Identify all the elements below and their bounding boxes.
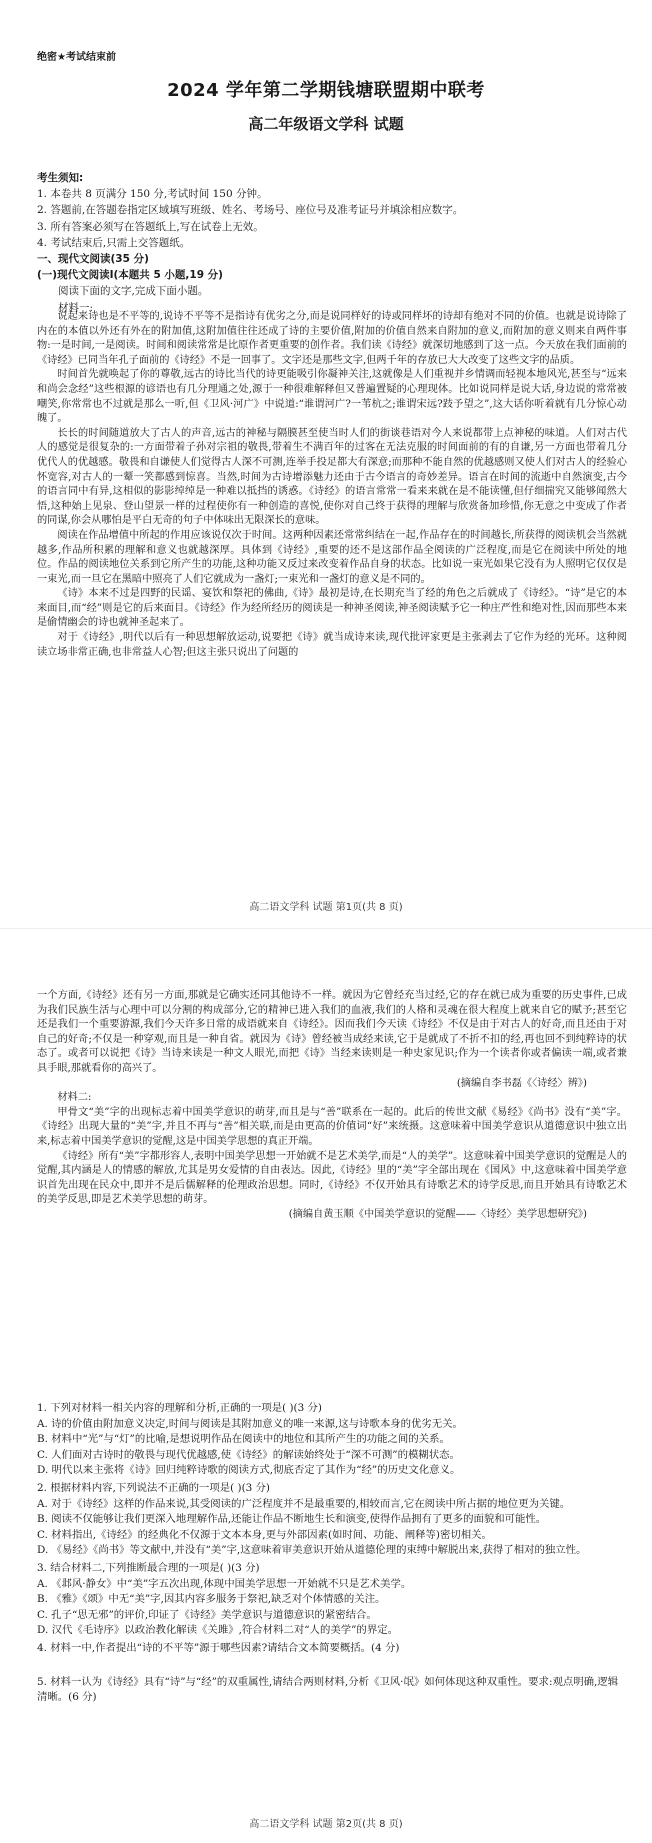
page-footer: 高二语文学科 试题 第2页(共 8 页) [249,1819,403,1830]
material-one-continued [37,989,627,1223]
exam-title: 2024 学年第二学期钱塘联盟期中联考 [167,80,485,101]
notes-heading: 考生须知: [37,172,84,184]
question-option: B. 材料中“光”与“灯”的比喻,是想说明作品在阅读中的地位和其所产生的功能之间的关系。 [37,1433,450,1446]
citation: (摘编自李书磊《〈诗经〉辨》) [456,1077,587,1089]
section-heading: 一、现代文阅读(35 分) [37,253,149,266]
question-option: A. 对于《诗经》这样的作品来说,其受阅读的广泛程度并不是最重要的,相较而言,它在阅读中所占据的地位更为关键。 [37,1497,571,1510]
question-option: D. 汉代《毛诗序》以政治教化解读《关雎》,符合材料二对“人的美学”的界定。 [37,1624,398,1637]
page-footer: 高二语文学科 试题 第1页(共 8 页) [249,902,403,913]
question-option: B. 《雅》《颂》中无“美”字,因其内容多服务于祭祀,缺乏对个体情感的关注。 [37,1593,386,1606]
reading-instruction: 阅读下面的文字,完成下面小题。 [58,285,209,298]
question-option: C. 材料指出,《诗经》的经典化不仅源于文本本身,更与外部因素(如时间、功能、阐释等)密切相关。 [37,1528,492,1541]
material-label: 材料二: [57,1092,92,1104]
paragraph: 《诗》本来不过是四野的民谣、宴饮和祭祀的佛曲,《诗》最初是诗,在长期充当了经的角色之后就成了《诗经》。“诗”是它的本来面目,而“经”则是它的后来面目。《诗经》作为经所经历的阅读是一种神圣阅读,神圣阅读赋予它一种庄严性和绝对性,因而那些本来是偷情幽会的诗也就神圣起来了。 [37,588,627,629]
note-item: 2. 答题前,在答题卷指定区域填写班级、姓名、考场号、座位号及准考证号并填涂相应数字。 [37,204,464,217]
question-option: A. 《邶风·静女》中“美”字五次出现,体现中国美学思想一开始就不只是艺术美学。 [37,1577,412,1590]
note-item: 4. 考试结束后,只需上交答题纸。 [37,236,191,249]
question-stem: 1. 下列对材料一相关内容的理解和分析,正确的一项是( )(3 分) [37,1402,322,1414]
paragraph: 时间首先就唤起了你的尊敬,远古的诗比当代的诗更能吸引你凝神关注,这就像是人们重视并乡情调而轻视本地风光,甚至与“远来和尚会念经”这些根源的谚语也有几分理通之处,源于一种很难解释但又普遍置疑的心理现体。比如说同样是说大话,身边说的常常被嘲笑,你常常也不过就是那么一听,但《卫风·河广》中说道:“谁谓河广?一苇杭之;谁谓宋远?跂予望之”,这大话你听着就有几分惊心动魄了。 [37,369,627,425]
paragraph: 阅读在作品增值中所起的作用应该说仅次于时间。这两种因素还常常纠结在一起,作品存在的时间越长,所获得的阅读机会当然就越多,作品所积累的理解和意义也就越深厚。具体到《诗经》,重要的还不是这部作品全阅读的广泛程度,而是它在阅读中所处的地位。作品的阅读地位关系到它所产生的功能,这种功能又反过来改变着作品自身的状态。比如说一束光如果它没有为人照明它仅仅是一束光,而一旦它在黑暗中照亮了人们它就成为一盏灯;一束光和一盏灯的意义是不同的。 [37,529,627,585]
paragraph: 《诗经》所有“美”字都形容人,表明中国美学思想一开始就不是艺术美学,而是“人的美学”。这意味着中国美学意识的觉醒是人的觉醒,其内涵是人的情感的解放,尤其是男女爱情的自由表达。因此,《诗经》里的“美”字全部出现在《国风》中,这意味着中国美学意识首先出现在民众中,即并不是后儒解释的伦理政治思想。同时,《诗经》不仅开始具有诗歌艺术的诗学反思,而且开始具有诗歌艺术的美学反思,即是艺术美学思想的萌芽。 [37,1150,627,1206]
question-option: D. 《易经》《尚书》等文献中,并没有“美”字,这意味着审美意识开始从道德伦理的束缚中解脱出来,获得了相对的独立性。 [37,1544,587,1557]
question-stem: 3. 结合材料二,下列推断最合理的一项是( )(3 分) [37,1561,260,1574]
question-option: A. 诗的价值由附加意义决定,时间与阅读是其附加意义的唯一来源,这与诗歌本身的优劣无关。 [37,1417,463,1430]
paragraph: 长长的时间随道放大了古人的声音,远古的神秘与隔膜甚至使当时人们的街谈巷语对今人来说都带上点神秘的味道。人们对古代人的感觉是很复杂的:一方面带着子孙对宗祖的敬畏,带着生不满百年的过客在无法克服的时间面前的有的自谦,另一方面也带着几分优代人的优越感。敬畏和自谦使人们觉得古人深不可测,连举手投足都大有深意;而那种不能自然的优越感则又使人们对古人的经验心怀宽容,对古人的一颦一笑都感到惊喜。当然,时间为古诗增添魅力还由于古今语言的奇妙差异。语言在时间的流逝中自然演变,古今的语言同中有异,这相似的影影绰绰是一种难以抵挡的诱惑。《诗经》的语言常常一看来来就在是不能读懂,但仔细揣究又能够闻然大悟,这种始上见泉、登山望景一样的过程使你有一种创造的喜悦,使你对自己终于获得的理解与欣赏备加珍惜,你无意之中变成了作者的同谋,你会从哪怕是平白无奇的句子中体味出无限深长的意味。 [37,427,627,527]
question-stem: 5. 材料一认为《诗经》具有“诗”与“经”的双重属性,请结合两则材料,分析《卫风·氓》如何体现这种双重性。要求:观点明确,逻辑清晰。(6 分) [37,1675,619,1704]
citation: (摘编自黄玉顺《中国美学意识的觉醒——〈诗经〉美学思想研究》) [288,1208,587,1220]
material-one-text [37,310,627,660]
exam-subtitle: 高二年级语文学科 试题 [248,115,404,133]
subsection-heading: (一)现代文阅读Ⅰ(本题共 5 小题,19 分) [37,269,223,282]
paragraph: 一个方面,《诗经》还有另一方面,那就是它确实还同其他诗不一样。就因为它曾经充当过经,它的存在就已成为重要的历史事件,已成为我们民族生活与心理中可以分割的构成部分,它的精神已进入我们的血液,我们的人格和灵魂在很大程度上就来自它的赋予;甚至它还是我们一个重要游源,我们今天许多日常的成语就来自《诗经》。因而我们今天读《诗经》不仅是由于对古人的好奇,而且还由于对自己的好奇;不仅是一种穿观,而且是一种自省。就因为《诗》曾经被当成经来读,它于是就成了不折不扣的经,再也回不到纯粹诗的状态了。或者可以说把《诗》当诗来读是一种文人眼光,而把《诗》当经来读则是一种史家见识;作为一个读者你或者偏读一端,或者兼具手眼,那就看你的高兴了。 [37,990,627,1074]
note-item: 1. 本卷共 8 页满分 150 分,考试时间 150 分钟。 [37,188,268,201]
material-label: 材料一: [58,301,94,314]
question-option: C. 孔子“思无邪”的评价,印证了《诗经》美学意识与道德意识的紧密结合。 [37,1608,377,1621]
question-option: B. 阅读不仅能够让我们更深入地理解作品,还能让作品不断地生长和演变,使得作品拥有了更多的面貌和可能性。 [37,1513,547,1526]
paragraph: 对于《诗经》,明代以后有一种思想解放运动,说要把《诗》就当成诗来读,现代批评家更是主张剥去了它作为经的光环。这种阅读立场非常正确,也非常益人心智;但这主张只说出了问题的 [37,632,627,658]
note-item: 3. 所有答案必须写在答题纸上,写在试卷上无效。 [37,220,264,233]
exam-notes [37,170,627,316]
confidential-mark: 绝密★考试结束前 [37,52,116,63]
question-stem: 2. 根据材料内容,下列说法不正确的一项是( )(3 分) [37,1481,270,1494]
question-option: D. 明代以来主张将《诗》回归纯粹诗歌的阅读方式,彻底否定了其作为“经”的历史文化意义。 [37,1464,461,1477]
question-option: C. 人们面对古诗时的敬畏与现代优越感,使《诗经》的解读始终处于“深不可测”的模糊状态。 [37,1448,460,1461]
paragraph: 说起来诗也是不平等的,说诗不平等不是指诗有优劣之分,而是说同样好的诗或同样坏的诗却有绝对不同的价值。也就是说诗除了内在的本值以外还有外在的附加值,这附加值往往还成了诗的主要价值,附加的价值自然来自附加的意义,而附加的意义则来自两件事物:一是时间,一是阅读。时间和阅读常常是比原作者更重要的创作者。我们读《诗经》就深切地感到了这一点。今天放在我们面前的《诗经》已同当年孔子面前的《诗经》不是一回事了。文字还是那些文字,但两千年的存放已大大改变了这些文字的品质。 [37,311,627,366]
questions [37,1399,627,1706]
exam-page-2 [0,928,652,1843]
question-stem: 4. 材料一中,作者提出“诗的不平等”源于哪些因素?请结合文本简要概括。(4 分) [37,1641,400,1654]
paragraph: 甲骨文“美”字的出现标志着中国美学意识的萌芽,而且是与“善”联系在一起的。此后的传世文献《易经》《尚书》没有“美”字。《诗经》出现大量的“美”字,并且不再与“善”相关联,而是由更高的价值词“好”来统摄。这意味着中国美学意识从道德意识中独立出来,标志着中国美学意识的觉醒,这是中国美学思想的真正开端。 [37,1106,627,1147]
